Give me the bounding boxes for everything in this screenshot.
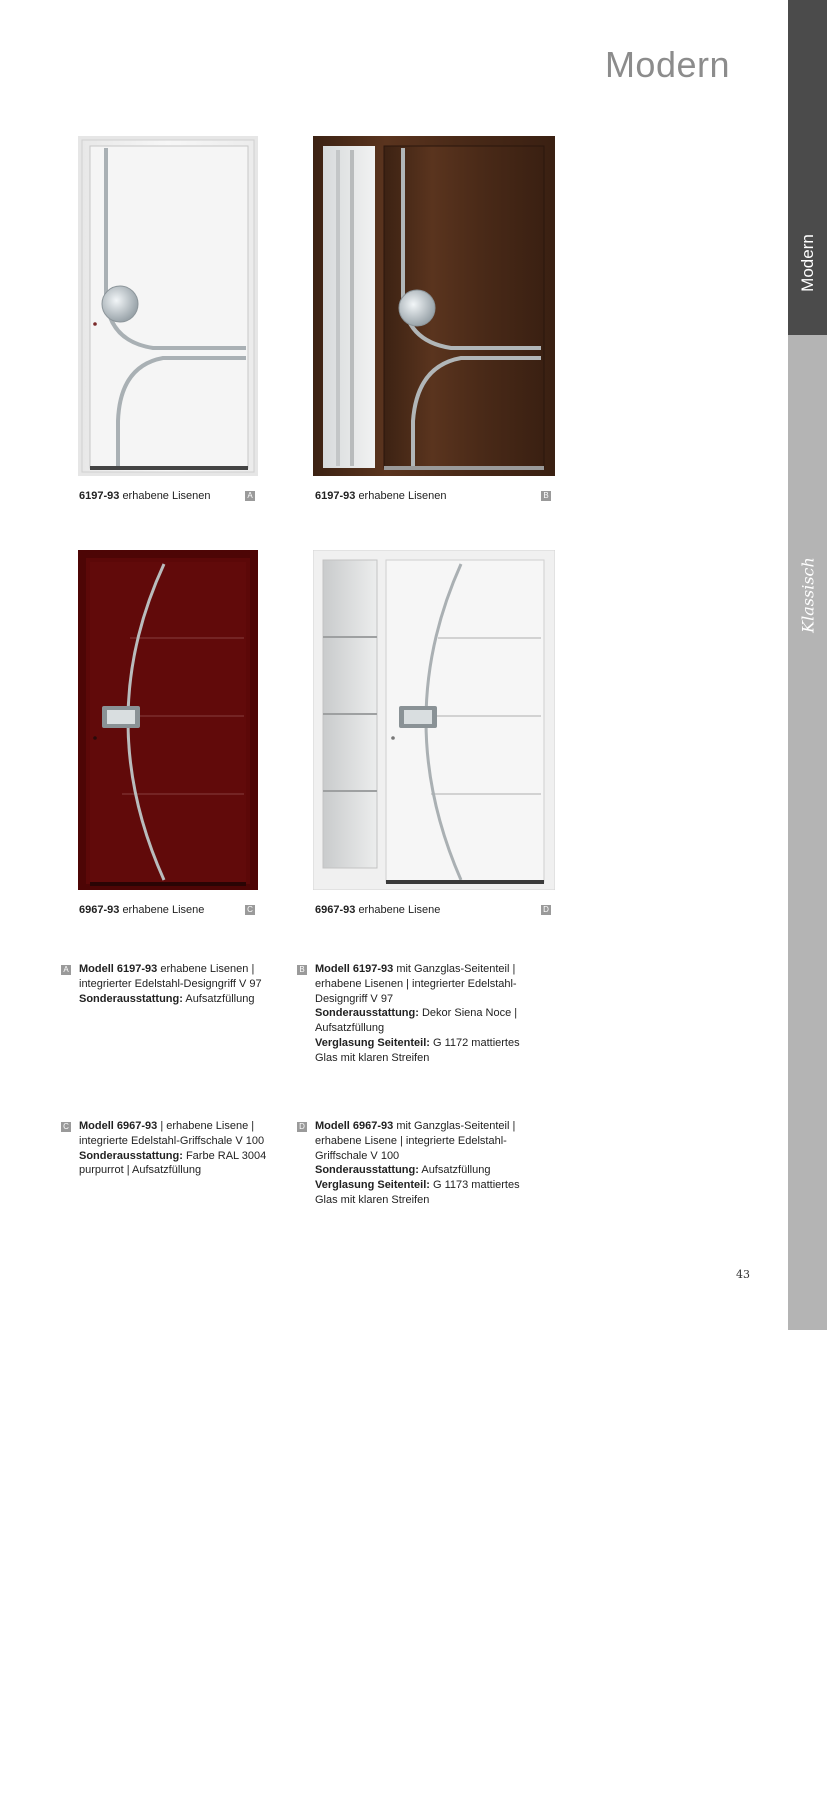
tab-klassisch[interactable] [788,335,827,1793]
page-title: Modern [604,44,730,85]
caption-d: 6967-93 erhabene Lisene [315,904,441,916]
tab-technik-label: Technik + Zubehör [798,1637,817,1793]
caption-c: 6967-93 erhabene Lisene [79,904,205,916]
tab-exklusiv[interactable] [788,1195,827,1490]
letter-b: B [541,491,551,501]
tab-exklusiv-label: Exklusiv [798,1420,817,1490]
description-c: Modell 6967-93 | erhabene Lisene | integrierte Edelstahl-Griffschale V 100 Sonderausstattung: Farbe RAL 3004 purpurrot | Aufsatzfüllung [79,1120,267,1177]
description-a: Modell 6197-93 erhabene Lisenen | integrierter Edelstahl-Designgriff V 97 Sonderausstattung: Aufsatzfüllung [79,963,262,1005]
description-d: Modell 6967-93 mit Ganzglas-Seitenteil | erhabene Lisene | integrierte Edelstahl- Griffschale V 100 Sonderausstattung: Aufsatzfüllung Verglasung Seitenteil: G 1173 mattiertes Glas mit klaren Streifen [315,1120,520,1206]
tab-klassisch-label: Klassisch [798,557,817,633]
door-image-b [313,136,555,476]
tab-technik-zubehoer[interactable] [788,1455,827,1793]
letter-a: A [245,491,255,501]
letter-d: D [541,905,551,915]
caption-b: 6197-93 erhabene Lisenen [315,490,447,502]
tab-modern[interactable] [788,0,827,335]
door-image-d [313,550,555,890]
page-number: 43 [736,1268,750,1281]
door-image-c [78,550,258,890]
section-tabs [788,0,827,1793]
description-b: Modell 6197-93 mit Ganzglas-Seitenteil | erhabene Lisenen | integrierter Edelstahl- Designgriff V 97 Sonderausstattung: Dekor Siena Noce | Aufsatzfüllung Verglasung Seitenteil: G 1172 mattiertes Glas mit klaren Streifen [315,963,520,1064]
tab-modern-label: Modern [797,234,817,292]
caption-a: 6197-93 erhabene Lisenen [79,490,211,502]
desc-letter-c: C [61,1122,71,1132]
door-image-a [78,136,258,476]
desc-letter-d: D [297,1122,307,1132]
desc-letter-b: B [297,965,307,975]
letter-c: C [245,905,255,915]
desc-letter-a: A [61,965,71,975]
